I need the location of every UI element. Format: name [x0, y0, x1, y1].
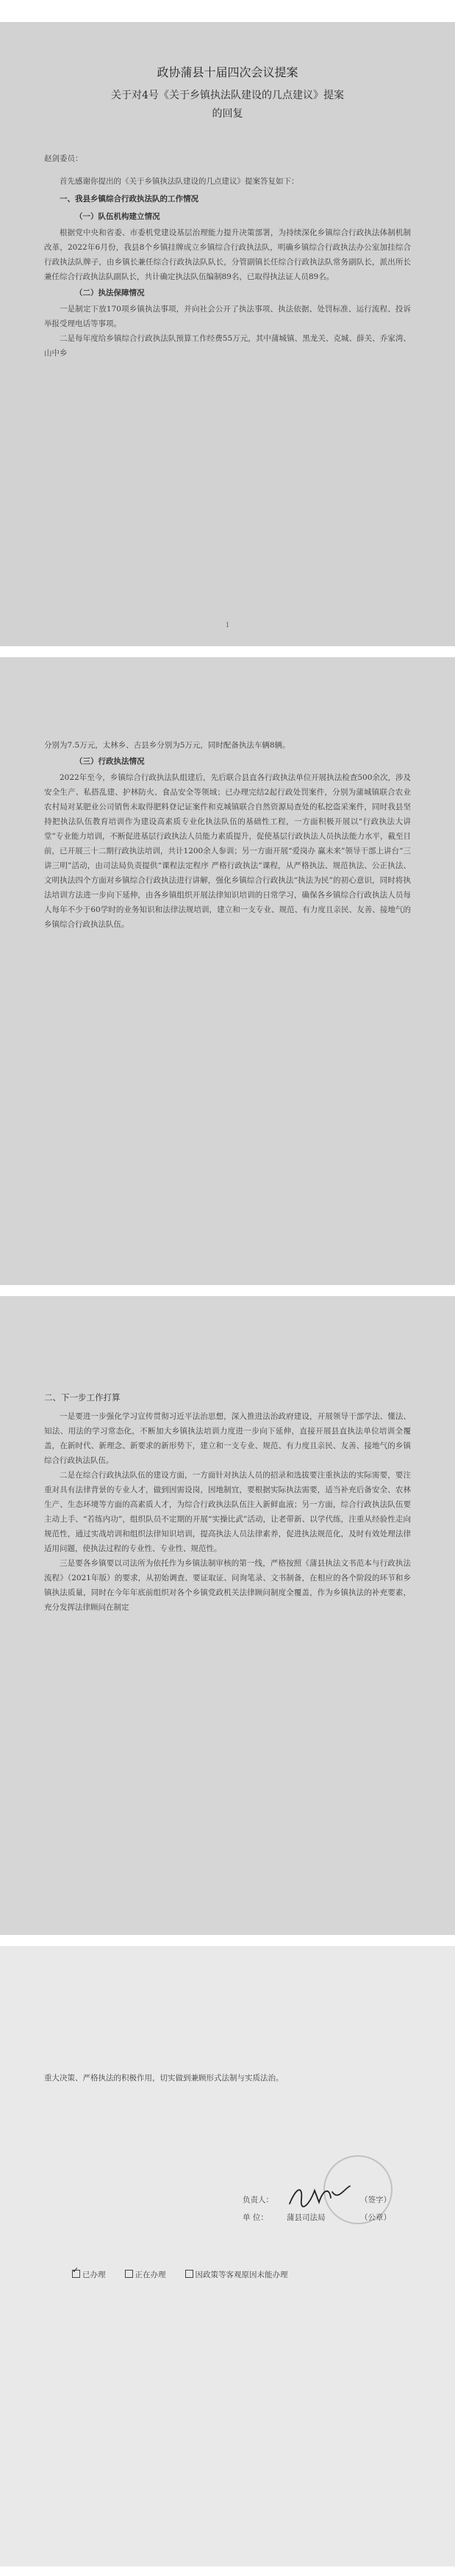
paragraph: 二是每年度给乡镇综合行政执法队预算工作经费55万元，其中蒲城镇、黑龙关、克城、薛关、乔家湾、山中乡: [44, 333, 411, 358]
paragraph: 三是要各乡镇要以司法所为依托作为乡镇法制审核的第一线，严格按照《蒲县执法文书范本与行政执法流程》（2021年版）的要求，从初始调查、要证取证、问询笔录、文书制备，在相应的各个阶段的环节和乡镇执法质量，同时在今年年底前组织对各个乡镇党政机关法律顾问制度全覆盖，作为乡镇执法的补充要素，充分发挥法律顾问在制定: [44, 1559, 411, 1612]
signature-block: [243, 2192, 419, 2243]
checkbox-icon: [125, 2270, 133, 2278]
section-heading-2: 二、下一步工作打算: [44, 1392, 121, 1403]
page-2: [0, 657, 455, 1285]
document-title: 政协蒲县十届四次会议提案: [157, 65, 298, 79]
unit-name: 蒲县司法局: [287, 2213, 326, 2222]
signer-note: （签字）: [360, 2196, 391, 2204]
unit-note: （公章）: [360, 2213, 391, 2222]
document-subtitle-line1: 关于对4号《关于乡镇执法队建设的几点建议》提案: [111, 90, 344, 101]
page-4: [0, 1946, 455, 2566]
handling-status-options: [72, 2269, 288, 2280]
status-option-unable[interactable]: 因政策等客观原因未能办理: [185, 2269, 288, 2280]
paragraph: 二是在综合行政执法队伍的建设方面，一方面针对执法人员的招录和选拔要注重执法的实际需要，要注重对具有法律背景的专业人才，做到因需设岗，因地制宜，要根据实际执法需要，适当补充后备安全、农林生产、生态环境等方面的高素质人才，为综合行政执法队伍注入新鲜血液；另一方面，综合行政执法队伍要主动上手、“若练内功”，组织队员不定期的开展“实操比武”活动，让老带新、以学代练，注重从经验性走向规范性，通过实战培训和组织法律知识培训，提高执法人员法律素养，促进执法规范化，及时有效处理法律适用问题，使执法过程的专业性、专业性、规范性。: [44, 1471, 411, 1553]
document-subtitle-line2: 的回复: [212, 108, 243, 120]
paragraph: 根据党中央和省委、市委机党建设基层治理能力提升决策部署，为持续深化乡镇综合行政执法体制机制改革，2022年6月份，我县8个乡镇挂牌成立乡镇综合行政执法队，明确乡镇综合行政执法办公室加挂综合行政执法队牌子，由乡镇长兼任综合行政执法队队长，分管副镇长任综合行政执法队常务副队长，派出所长兼任综合行政执法队副队长，共计确定执法队伍编制89名，已取得执法证人员89名。: [44, 228, 411, 281]
page-1: [0, 22, 455, 646]
subsection-heading-3: （三）行政执法情况: [75, 757, 145, 766]
page-3: [0, 1296, 455, 1935]
handwritten-signature: [287, 2182, 353, 2211]
page-number: 1: [225, 622, 230, 629]
salutation: 赵剑委员：: [44, 154, 83, 163]
paragraph: 一是要进一步强化学习宣传贯彻习近平法治思想，深入推进法治政府建设，开展领导干部学法、懂法、知法、用法的学习常态化，不断加大乡镇执法培训力度进一步向下延伸，直接开展县直执法单位培训全覆盖，在新时代、新理念、新要求的新形势下，建立和一支专业、规范、有力度且亲民、友善、接地气的乡镇综合行政执法队伍。: [44, 1412, 411, 1465]
unit-label: 单 位：: [243, 2213, 268, 2222]
paragraph: 重大决策、严格执法的积极作用，切实做到兼顾形式法制与实质法治。: [44, 2074, 284, 2083]
subsection-heading-2: （二）执法保障情况: [75, 288, 145, 297]
checkbox-icon: [185, 2270, 193, 2278]
checked-checkbox-icon: [72, 2270, 80, 2278]
signer-label: 负责人：: [243, 2196, 273, 2204]
subsection-heading-1: （一）队伍机构建立情况: [75, 211, 160, 221]
paragraph: 2022年至今，乡镇综合行政执法队组建后，先后联合县直各行政执法单位开展执法检查500余次，涉及安全生产、私搭乱建、护林防火、食品安全等领域；已办理完结2起行政处罚案件，分别为蒲城镇联合农业农村局对某肥业公司销售未取得肥料登记证案件和克城镇联合自然资源局查处的私挖盗采案件，同时我县坚持把执法队伍教育培训作为建设高素质专业化执法队伍的基础性工程，一方面积极开展以“行政执法大讲堂”专业能力培训，不断促进基层行政执法人员能力素质提升，促使基层行政执法人员执法能力水平，截至目前，已开展三十二期行政执法培训，共计1200余人参训；另一方面开展“爱岗办 赢未来”领导干部上讲台“三讲三明”活动，由司法局负责提供“课程法定程序 严格行政执法”课程，从严格执法、规范执法、公正执法、文明执法四个方面对乡镇综合行政执法进行讲解，强化乡镇综合行政执法“执法为民”的初心意识，同时将执法培训方法进一步向下延伸，由各乡镇组织开展法律知识培训的日常学习，确保各乡镇综合行政执法人员每人每年不少于60学时的业务知识和法律法规培训，建立和一支专业、规范、有力度且亲民、友善、接地气的乡镇综合行政执法队伍。: [44, 773, 411, 929]
paragraph: 一是制定下放170项乡镇执法事项，并向社会公开了执法事项、执法依据、处罚标准、运行流程、投诉举报受理电话等事项。: [44, 304, 411, 328]
paragraph: 分别为7.5万元，太林乡、古县乡分别为5万元，同时配备执法车辆8辆。: [44, 741, 290, 750]
status-option-in-progress[interactable]: 正在办理: [125, 2269, 166, 2280]
section-heading-1: 一、我县乡镇综合行政执法队的工作情况: [60, 194, 198, 203]
status-option-done[interactable]: ✓已办理: [72, 2269, 106, 2280]
intro-paragraph: 首先感谢你提出的《关于乡镇执法队建设的几点建议》提案答复如下：: [60, 176, 299, 186]
